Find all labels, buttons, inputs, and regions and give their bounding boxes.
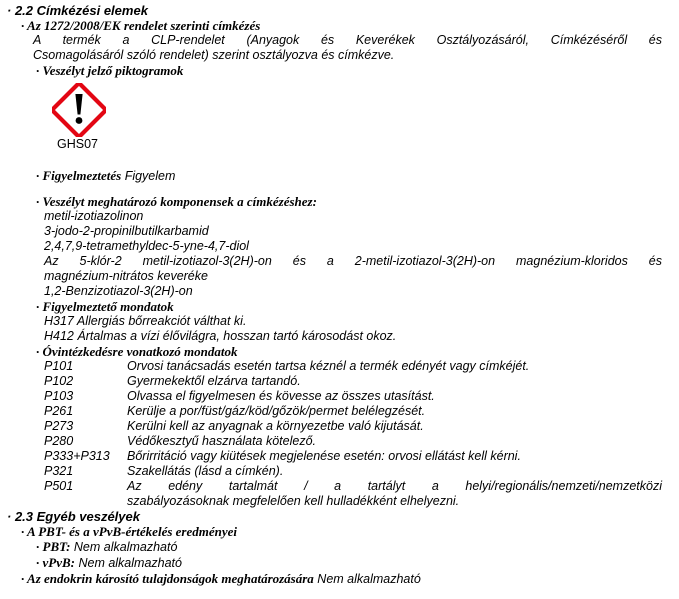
p-statement-code: P321 [44, 464, 74, 478]
h-statement-row [44, 314, 679, 329]
p-statement-text: Kerülni kell az anyagnak a környezetbe való kijutását. [127, 419, 424, 433]
h-statement-code: H317 [44, 314, 74, 328]
p-statement-row [44, 434, 662, 449]
p-statement-text [127, 479, 662, 509]
clp-paragraph-line-2: Csomagolásáról szóló rendelet) szerint osztályozva és címkézve. [33, 48, 395, 62]
p-statement-text: Bőrirritáció vagy kiütések megjelenése esetén: orvosi ellátást kell kérni. [127, 449, 521, 463]
p-statement-code: P103 [44, 389, 74, 403]
h-statement-text: Ártalmas a vízi élővilágra, hosszan tartó károsodást okoz. [77, 329, 397, 343]
vpvb-row [36, 555, 679, 571]
signal-word-row [36, 168, 679, 184]
signal-word-value: Figyelem [124, 169, 176, 183]
h-statement-code: H412 [44, 329, 74, 343]
p-statement-row [44, 464, 662, 479]
p-statement-code: P101 [44, 359, 74, 373]
vpvb-label: · vPvB: [36, 555, 75, 570]
endocrine-label: · Az endokrin károsító tulajdonságok meghatározására [21, 571, 314, 586]
pictogram-code-label: GHS07 [57, 137, 98, 151]
ghs07-exclamation-mark-icon [52, 83, 106, 137]
h-statement-row [44, 329, 679, 344]
hazard-component-line: 2,4,7,9-tetramethyldec-5-yne-4,7-diol [44, 239, 249, 253]
vpvb-value: Nem alkalmazható [78, 556, 182, 570]
pbt-value: Nem alkalmazható [73, 540, 178, 554]
p-statement-text: Orvosi tanácsadás esetén tartsa kéznél a termék edényét vagy címkéjét. [127, 359, 530, 373]
pbt-vpvb-heading: · A PBT- és a vPvB-értékelés eredményei [21, 524, 238, 539]
p-statement-row [44, 479, 662, 509]
p-statement-code: P102 [44, 374, 74, 388]
p-statement-text: Szakellátás (lásd a címkén). [127, 464, 284, 478]
section-2-2-heading: · 2.2 Címkézési elemek [7, 3, 148, 18]
pbt-row [36, 539, 679, 555]
p-statement-code: P501 [44, 479, 74, 493]
section-2-3-heading: · 2.3 Egyéb veszélyek [7, 509, 140, 524]
p-statement-row [44, 449, 662, 464]
p-statement-text: Védőkesztyű használata kötelező. [127, 434, 317, 448]
clp-paragraph-line-1: A termék a CLP-rendelet (Anyagok és Keverékek Osztályozásáról, Címkézéséről és [33, 33, 662, 47]
p-statement-row [44, 404, 662, 419]
hazard-components-heading: · Veszélyt meghatározó komponensek a címkézéshez: [36, 194, 317, 209]
p-statements-heading: · Óvintézkedésre vonatkozó mondatok [36, 344, 238, 359]
ghs07-pictogram [52, 83, 679, 137]
p501-text-line-1: Az edény tartalmát / a tartályt a helyi/regionális/nemzeti/nemzetközi [127, 479, 662, 493]
p-statement-code: P280 [44, 434, 74, 448]
p-statement-code: P261 [44, 404, 74, 418]
clp-regulation-heading: · Az 1272/2008/EK rendelet szerinti címkézés [21, 18, 261, 33]
hazard-component-line: 3-jodo-2-propinilbutilkarbamid [44, 224, 209, 238]
h-statements-heading: · Figyelmeztető mondatok [36, 299, 174, 314]
h-statement-text: Allergiás bőrreakciót válthat ki. [76, 314, 247, 328]
hazard-component-line: 1,2-Benzizotiazol-3(2H)-on [44, 284, 193, 298]
p-statement-text: Gyermekektől elzárva tartandó. [127, 374, 301, 388]
signal-word-heading: · Figyelmeztetés [36, 168, 122, 183]
hazard-component-line: magnézium-nitrátos keveréke [44, 269, 208, 283]
p-statement-row [44, 359, 662, 374]
p-statement-row [44, 419, 662, 434]
p-statement-text: Kerülje a por/füst/gáz/köd/gőzök/permet belélegzését. [127, 404, 426, 418]
pbt-label: · PBT: [36, 539, 71, 554]
endocrine-row [21, 571, 679, 587]
p501-text-line-2: szabályozásoknak megfelelően kell hulladékként elhelyezni. [127, 494, 460, 508]
p-statement-text: Olvassa el figyelmesen és kövesse az összes utasítást. [127, 389, 435, 403]
p-statement-row [44, 374, 662, 389]
hazard-component-line: metil-izotiazolinon [44, 209, 144, 223]
p-statement-code: P273 [44, 419, 74, 433]
endocrine-value: Nem alkalmazható [317, 572, 421, 586]
p-statement-row [44, 389, 662, 404]
p-statement-code: P333+P313 [44, 449, 110, 463]
hazard-component-line: Az 5-klór-2 metil-izotiazol-3(2H)-on és a 2-metil-izotiazol-3(2H)-on magnézium-kloridos és [44, 254, 662, 268]
hazard-pictograms-heading: · Veszélyt jelző piktogramok [36, 63, 184, 78]
